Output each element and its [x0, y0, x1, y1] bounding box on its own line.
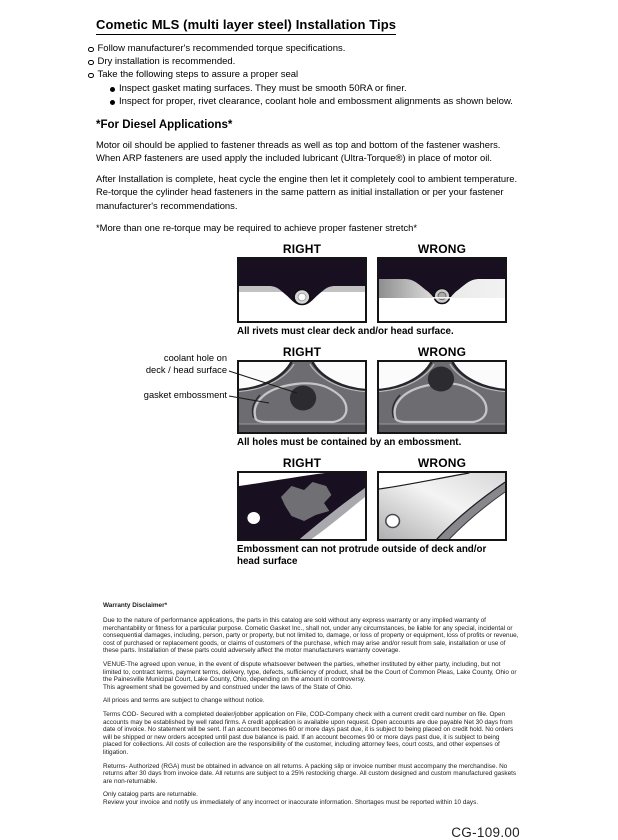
- diagram-section: [96, 242, 526, 568]
- hole-containment-caption: All holes must be contained by an embossment.: [237, 437, 462, 449]
- right-example: [237, 345, 367, 434]
- warranty-disclaimer-heading: Warranty Disclaimer*: [103, 602, 168, 610]
- right-example: [237, 242, 367, 323]
- terms-paragraph: Terms COD- Secured with a completed dealer/jobber application on File, COD-Company check with a current credit card number on file. Open accounts may be established by well rated firms. A credit application is available upon request. Open accounts are due payable Net 30 days from date of invoice. No statement will be sent. If an account becomes 60 or more days past due, it is subject to being placed on credit hold. No orders will be shipped or new orders accepted until past due balance is paid. If an account becomes 90 or more days past due, it is subject to being placed for collections. All costs of collection are the responsibility of the customer, including attorney fees, court costs, and other expenses of litigation.: [103, 710, 514, 756]
- bolt-hole: [386, 515, 400, 528]
- embossment-protrusion-caption: Embossment can not protrude outside of deck and/or head surface: [237, 544, 487, 568]
- diesel-paragraph-oil: Motor oil should be applied to fastener threads as well as top and bottom of the fastener washers. When ARP fasteners are used apply the included lubricant (Ultra-Torque®) in place of motor oil.: [96, 139, 501, 164]
- wrong-example: [377, 242, 507, 323]
- gasket-bottom-band: [379, 425, 505, 433]
- installation-tips-list: [88, 42, 526, 108]
- list-item: [110, 95, 526, 108]
- list-item: [88, 42, 526, 55]
- wrong-label: WRONG: [417, 456, 467, 471]
- right-label: RIGHT: [282, 242, 322, 257]
- hole-containment-right-diagram: [237, 360, 367, 434]
- list-item: [88, 68, 526, 81]
- right-label: RIGHT: [282, 456, 322, 471]
- warranty-paragraph: Due to the nature of performance applications, the parts in this catalog are sold without any express warranty or any implied warranty of merchantability or fitness for a particular purpose. Cometic Gasket Inc., shall not, under any circumstances, be liable for any special, incidental or consequential damages, including, person, party or property, but not limited to, damage, or loss of property or equipment, loss of profits or revenue, cost of purchased or replacement goods, or claims of customers of the purchase, which may arise and/or result from sale, installation or use of these parts. Installation of these parts could adversely affect the motor manufacturers warranty coverage.: [103, 617, 519, 655]
- hole-containment-block: [96, 345, 526, 449]
- open-bullet-icon: [88, 47, 94, 53]
- rivet-clearance-wrong-art: [379, 259, 505, 321]
- venue-paragraph-group: [103, 661, 519, 691]
- bolt-hole: [247, 512, 260, 524]
- filled-bullet-icon: [110, 100, 115, 105]
- bullet-text: Take the following steps to assure a proper seal: [97, 69, 299, 81]
- coolant-hole-annotation: coolant hole on deck / head surface: [145, 353, 227, 375]
- retorque-note: *More than one re-torque may be required to achieve proper fastener stretch*: [96, 222, 418, 234]
- bullet-text: Follow manufacturer's recommended torque specifications.: [97, 43, 346, 54]
- deck-line-through-rivet: [433, 297, 452, 299]
- venue-paragraph: VENUE-The agreed upon venue, in the event of dispute whatsoever between the parties, whether instituted by either party, including, but not limited to, contract terms, payment terms, delivery, type, defects, sufficiency of product, shall be the Court of Common Pleas, Lake County, Ohio or the Painesville Municipal Court, Lake County, Ohio, depending on the amount in controversy.: [103, 661, 517, 684]
- rivet-clearance-right-art: [239, 259, 365, 321]
- filled-bullet-icon: [110, 87, 115, 92]
- document-code: CG-109.00: [451, 824, 520, 840]
- gasket-embossment-annotation: gasket embossment: [143, 390, 227, 401]
- right-example: [237, 456, 367, 541]
- rivet-clearance-pair: [237, 242, 526, 323]
- returnable-line: Only catalog parts are returnable.: [103, 791, 198, 799]
- embossment-protrusion-right-art: [239, 473, 365, 539]
- bullet-text: Inspect for proper, rivet clearance, coolant hole and embossment alignments as shown below.: [119, 95, 513, 107]
- coolant-hole: [290, 386, 316, 411]
- embossment-protrusion-right-diagram: [237, 471, 367, 541]
- list-item: [88, 55, 526, 68]
- hole-containment-wrong-diagram: [377, 360, 507, 434]
- rivet-clearance-right-diagram: [237, 257, 367, 323]
- hole-containment-pair: [237, 345, 526, 434]
- hole-containment-wrong-art: [379, 362, 505, 432]
- embossment-protrusion-pair: [237, 456, 526, 541]
- wrong-example: [377, 345, 507, 434]
- embossment-protrusion-wrong-art: [379, 473, 505, 539]
- governing-law-line: This agreement shall be governed by and construed under the laws of the State of Ohio.: [103, 683, 353, 691]
- gasket-bottom-band: [239, 425, 365, 433]
- hole-containment-right-art: [239, 362, 365, 432]
- embossment-protrusion-wrong-diagram: [377, 471, 507, 541]
- rivet-clearance-caption: All rivets must clear deck and/or head surface.: [237, 326, 454, 338]
- bullet-text: Dry installation is recommended.: [97, 56, 236, 68]
- coolant-hole: [428, 367, 454, 392]
- returns-paragraph: Returns- Authorized (RGA) must be obtained in advance on all returns. A packing slip or invoice number must accompany the merchandise. No returns after 30 days from invoice date. All returns are subject to a 25% restocking charge. All custom designed and custom manufactured gaskets are non-returnable.: [103, 762, 517, 785]
- diesel-paragraph-retorque: After Installation is complete, heat cycle the engine then let it completely cool to ambient temperature. Re-torque the cylinder head fasteners in the same pattern as initial installation or per your fastener manufacturer's recommendations.: [96, 172, 518, 211]
- prices-paragraph: All prices and terms are subject to change without notice.: [103, 697, 265, 705]
- wrong-label: WRONG: [417, 345, 467, 360]
- returnable-paragraph-group: [103, 791, 519, 806]
- open-bullet-icon: [88, 60, 94, 66]
- bullet-text: Inspect gasket mating surfaces. They must be smooth 50RA or finer.: [119, 82, 407, 94]
- list-item: [110, 82, 526, 95]
- open-bullet-icon: [88, 73, 94, 79]
- invoice-review-line: Review your invoice and notify us immediately of any incorrect or inaccurate information. Shortages must be reported within 10 days.: [103, 798, 479, 806]
- right-label: RIGHT: [282, 345, 322, 360]
- legal-section: [103, 602, 519, 806]
- page-title: Cometic MLS (multi layer steel) Installation Tips: [96, 17, 396, 35]
- diesel-applications-heading: *For Diesel Applications*: [96, 119, 233, 132]
- rivet-clearance-wrong-diagram: [377, 257, 507, 323]
- wrong-label: WRONG: [417, 242, 467, 257]
- wrong-example: [377, 456, 507, 541]
